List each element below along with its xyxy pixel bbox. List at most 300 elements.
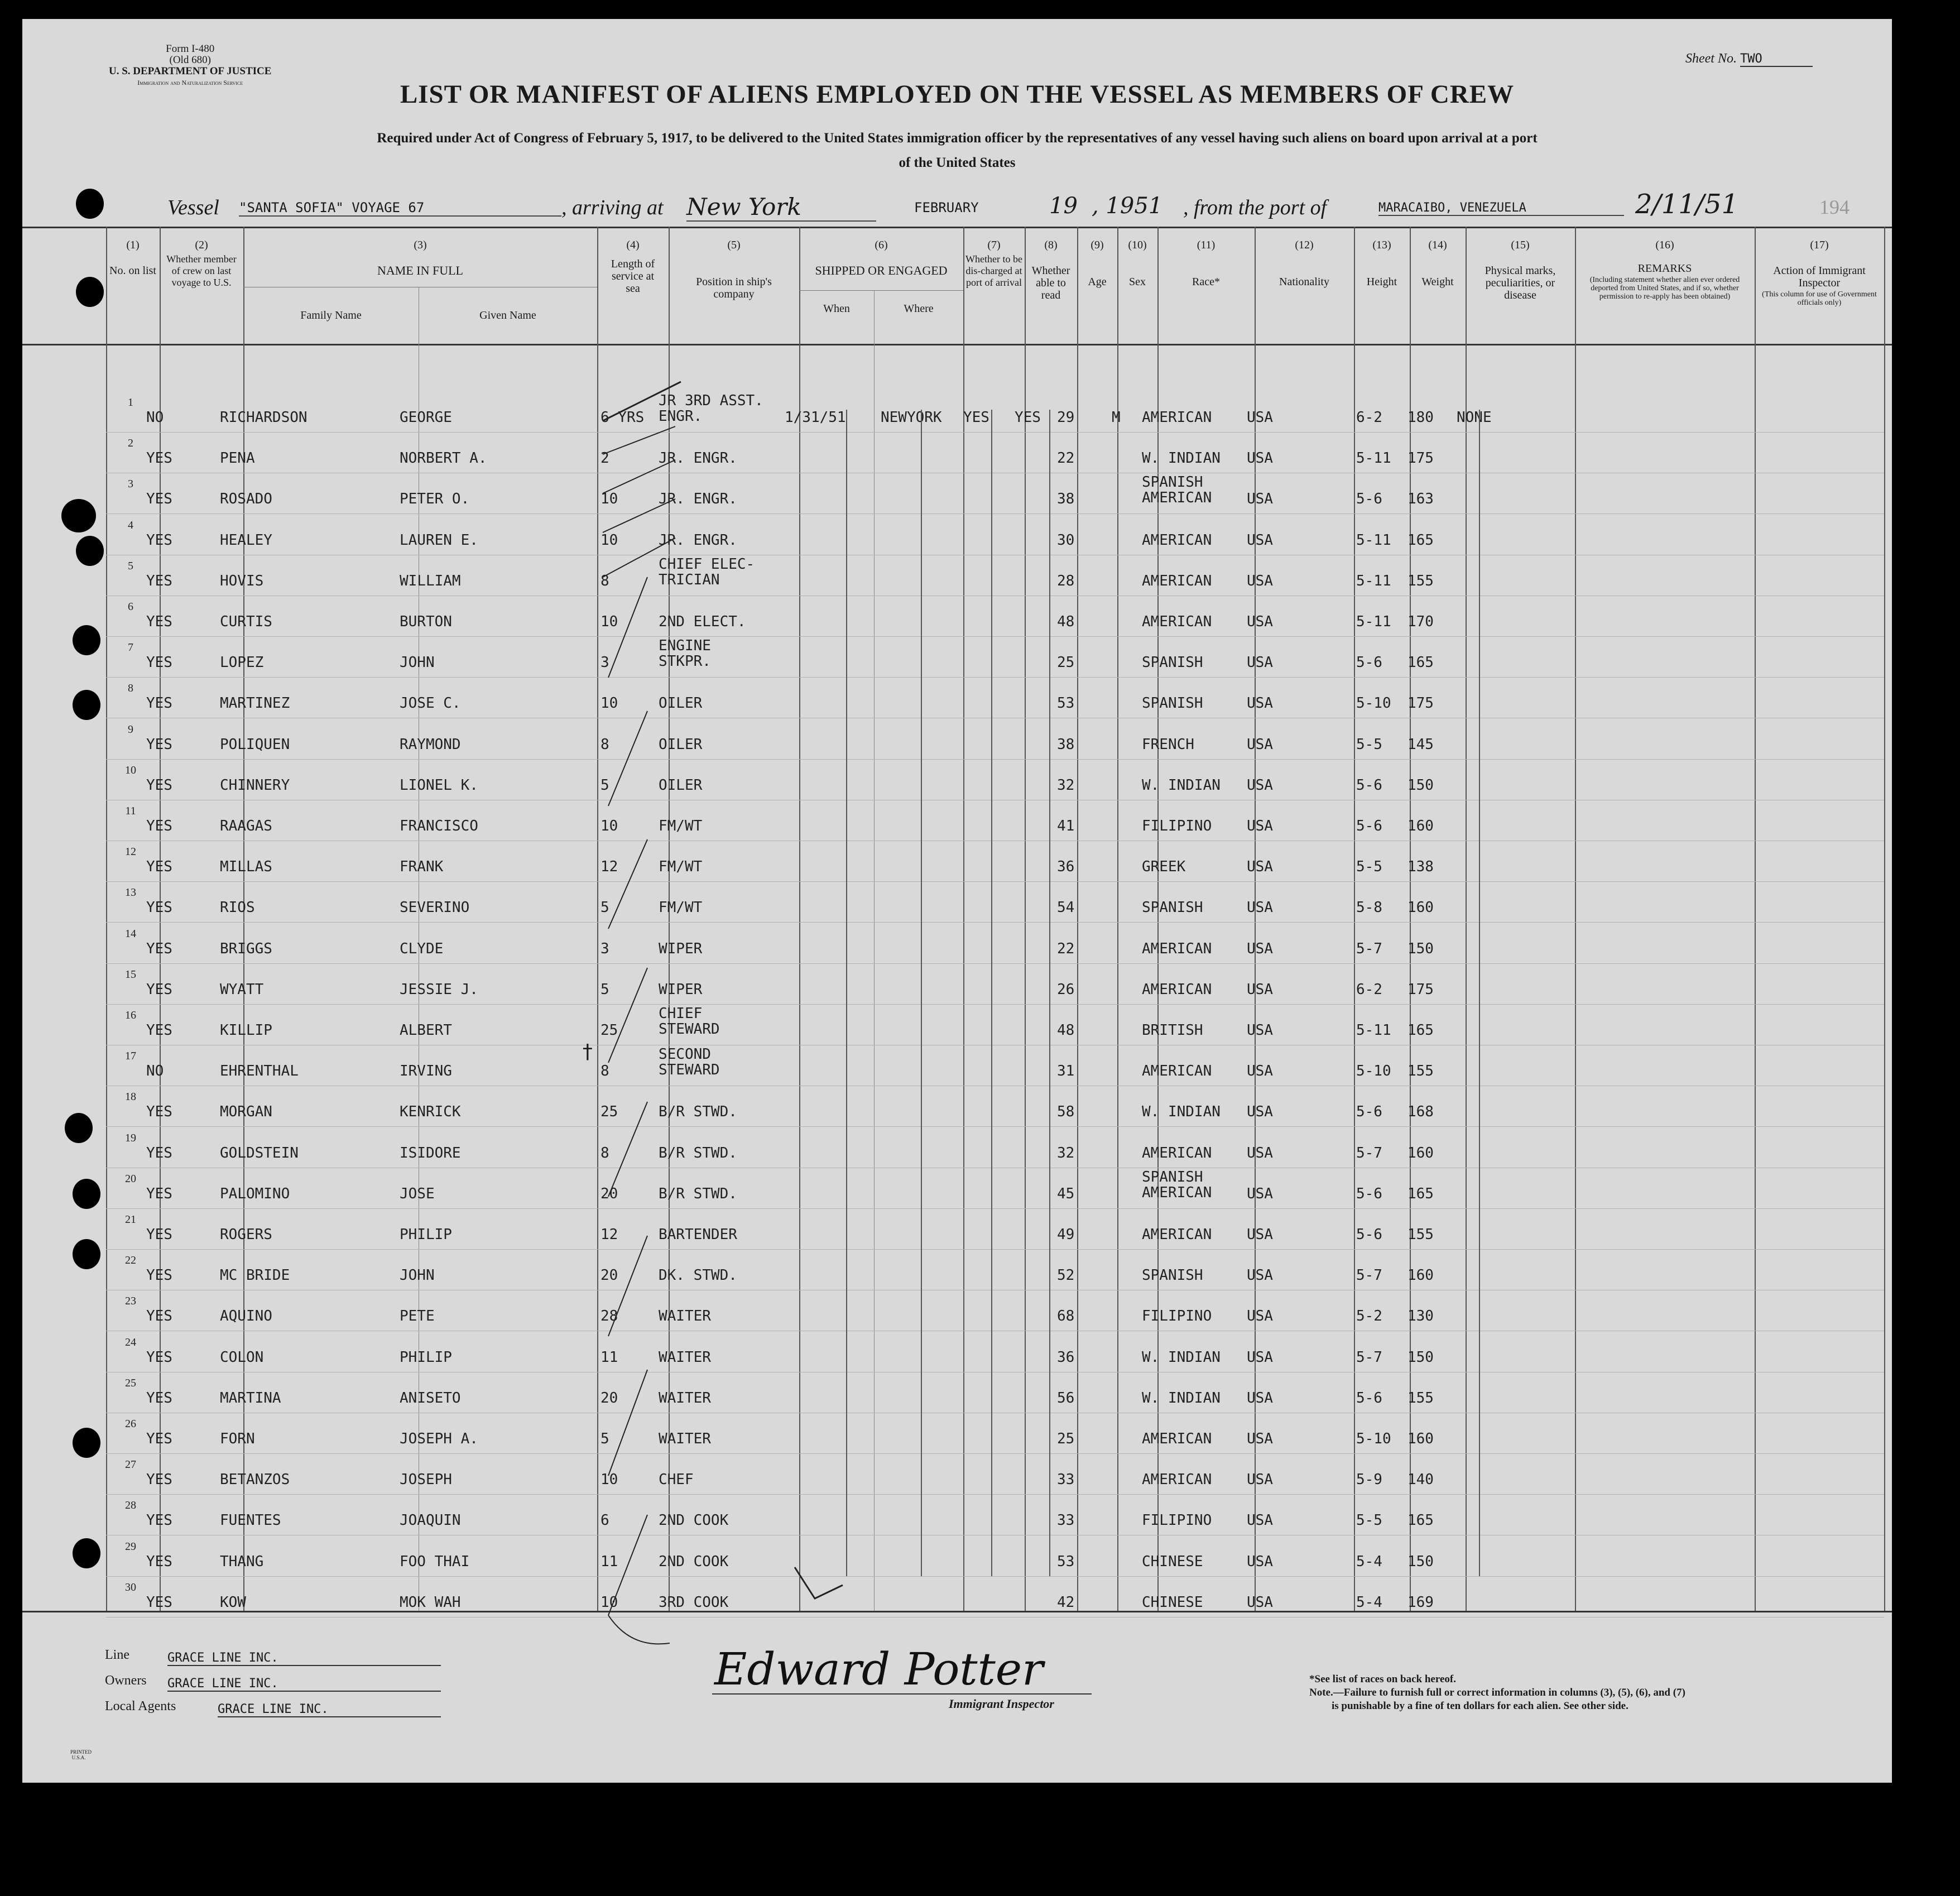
table-row-rule [106,1004,1884,1005]
punch-hole [76,536,104,566]
cell-race: FILIPINO [1142,1512,1212,1529]
cell-row-number: 16 [125,1009,136,1021]
cell-family-name: FUENTES [220,1512,281,1529]
cell-service: 5 [601,1431,609,1447]
cell-last-voyage: NO [146,409,164,426]
cell-row-number: 19 [125,1131,136,1144]
cell-weight: 150 [1407,1553,1434,1570]
printed-mark: PRINTED U.S.A. [70,1749,92,1760]
cell-discharged: YES [963,409,989,426]
cell-given-name: JOHN [400,1267,435,1284]
cell-row-number: 4 [128,519,133,531]
corner-number: 194 [1819,196,1849,218]
cell-service: 12 [601,1226,618,1243]
cell-given-name: JOSE [400,1185,435,1202]
cell-last-voyage: YES [146,818,172,834]
cell-last-voyage: YES [146,572,172,589]
cell-given-name: ALBERT [400,1022,452,1039]
table-row-rule [106,1453,1884,1454]
cell-nationality: USA [1247,654,1273,671]
cell-family-name: MORGAN [220,1103,272,1121]
footer-owners-label: Owners [105,1673,147,1688]
cell-family-name: POLIQUEN [220,736,290,753]
cell-nationality: USA [1247,1103,1273,1121]
cell-position: B/R STWD. [659,1144,737,1161]
col-num-14: (14) [1428,239,1447,251]
col-header-11: Race* [1192,276,1220,288]
cell-last-voyage: YES [146,858,172,876]
service-checkmarks [597,365,686,1660]
cell-position: ENGINE STKPR. [659,637,711,670]
cell-race: FILIPINO [1142,1308,1212,1325]
col-header-16-sub: (Including statement whether alien ever ordered deported from United States, and if so, whether permission to re-apply has been obtained) [1589,276,1740,301]
cell-age: 49 [1057,1226,1075,1243]
cell-service: 11 [601,1348,618,1366]
cell-family-name: HEALEY [220,531,272,549]
cell-age: 48 [1057,613,1075,630]
cell-row-number: 6 [128,601,133,613]
cell-service: 20 [601,1185,618,1202]
cell-nationality: USA [1247,491,1273,508]
cell-age: 38 [1057,491,1075,508]
cell-row-number: 2 [128,437,133,450]
cell-age: 48 [1057,1022,1075,1039]
cell-row-number: 28 [125,1499,136,1512]
cell-race: AMERICAN [1142,531,1212,549]
arriving-label: , arriving at [561,196,664,219]
cell-last-voyage: YES [146,981,172,998]
cell-race: CHINESE [1142,1593,1203,1611]
cell-family-name: RIOS [220,899,255,916]
cell-height: 5-10 [1356,1063,1391,1080]
cell-age: 36 [1057,858,1075,876]
col-num-9: (9) [1091,239,1104,251]
cell-family-name: MILLAS [220,858,272,876]
date-note: 2/11/51 [1635,189,1739,220]
footer-line-value: GRACE LINE INC. [167,1651,441,1666]
cell-last-voyage: YES [146,491,172,508]
cell-last-voyage: YES [146,1103,172,1121]
cell-age: 45 [1057,1185,1075,1202]
cell-age: 22 [1057,940,1075,957]
cell-weight: 140 [1407,1471,1434,1489]
cell-race: AMERICAN [1142,409,1212,426]
cell-weight: 170 [1407,613,1434,630]
cell-race: SPANISH AMERICAN [1142,1168,1212,1201]
cell-height: 5-11 [1356,531,1391,549]
cell-weight: 150 [1407,1348,1434,1366]
cell-race: SPANISH [1142,899,1203,916]
cell-age: 25 [1057,654,1075,671]
cell-row-number: 3 [128,478,133,491]
cell-weight: 155 [1407,1389,1434,1407]
cell-weight: 165 [1407,1022,1434,1039]
cell-weight: 150 [1407,940,1434,957]
cell-family-name: WYATT [220,981,264,998]
cell-service: 10 [601,818,618,834]
cell-given-name: FRANCISCO [400,818,478,834]
cell-age: 32 [1057,776,1075,794]
cell-row-number: 25 [125,1376,136,1389]
col-num-5: (5) [727,239,741,251]
cell-given-name: FRANK [400,858,444,876]
col-header-9: Age [1088,276,1107,288]
cell-family-name: CHINNERY [220,776,290,794]
cell-position: 2ND ELECT. [659,613,746,630]
cell-given-name: ANISETO [400,1389,461,1407]
cell-last-voyage: YES [146,695,172,712]
cell-race: W. INDIAN [1142,1389,1221,1407]
cell-last-voyage: YES [146,450,172,467]
cell-row-number: 14 [125,927,136,940]
ditto-marks [1479,410,1480,1576]
cell-family-name: ROSADO [220,491,272,508]
cell-nationality: USA [1247,1471,1273,1489]
col-num-17: (17) [1810,239,1829,251]
cell-height: 5-6 [1356,776,1382,794]
cell-family-name: RAAGAS [220,818,272,834]
cell-height: 5-4 [1356,1553,1382,1570]
col-num-6: (6) [875,239,888,251]
cell-row-number: 26 [125,1418,136,1430]
cell-race: AMERICAN [1142,572,1212,589]
divider-9 [1077,227,1078,1611]
footer-note-2: Note.—Failure to furnish full or correct information in columns (3), (5), (6), and (7) [1309,1687,1685,1698]
cell-given-name: RAYMOND [400,736,461,753]
col-header-15: Physical marks, peculiarities, or disease [1485,265,1556,301]
cell-race: AMERICAN [1142,1471,1212,1489]
cell-weight: 138 [1407,858,1434,876]
punch-hole [73,625,100,655]
table-row-rule [106,1126,1884,1127]
cell-race: GREEK [1142,858,1186,876]
cell-height: 5-8 [1356,899,1382,916]
cell-nationality: USA [1247,1022,1273,1039]
inspector-label: Immigrant Inspector [949,1697,1054,1711]
col-header-6: SHIPPED OR ENGAGED [815,263,948,277]
divider-16 [1575,227,1576,1611]
cell-last-voyage: YES [146,1389,172,1407]
cell-family-name: RICHARDSON [220,409,308,426]
ditto-discharged [991,410,992,1576]
cell-nationality: USA [1247,1512,1273,1529]
cell-last-voyage: YES [146,1348,172,1366]
cell-height: 5-7 [1356,1348,1382,1366]
col-num-1: (1) [126,239,140,251]
col-header-16: REMARKS [1637,262,1692,275]
col-header-given: Given Name [479,309,536,321]
punch-hole [61,499,96,532]
cell-weight: 160 [1407,1144,1434,1161]
cell-age: 32 [1057,1144,1075,1161]
cell-position: CHIEF ELEC- TRICIAN [659,555,755,588]
cell-last-voyage: YES [146,654,172,671]
cell-race: AMERICAN [1142,1226,1212,1243]
cell-service: 6 YRS [601,409,645,426]
cell-given-name: ISIDORE [400,1144,461,1161]
cell-nationality: USA [1247,776,1273,794]
cell-service: 5 [601,899,609,916]
cell-given-name: GEORGE [400,409,452,426]
table-row-rule [106,677,1884,678]
cell-race: BRITISH [1142,1022,1203,1039]
punch-hole [73,1239,100,1269]
port-value: MARACAIBO, VENEZUELA [1378,201,1624,216]
cell-position: 2ND COOK [659,1512,729,1529]
cell-family-name: THANG [220,1553,264,1570]
table-row-rule [106,1208,1884,1209]
cell-family-name: HOVIS [220,572,264,589]
col-header-when: When [823,303,850,315]
col-header-13: Height [1366,276,1397,288]
cell-nationality: USA [1247,1431,1273,1447]
cell-height: 5-7 [1356,940,1382,957]
cell-service: 3 [601,654,609,671]
col-num-16: (16) [1655,239,1674,251]
dagger-mark: † [582,1040,594,1063]
cell-weight: 180 [1407,409,1434,426]
col-header-12: Nationality [1279,276,1329,288]
punch-hole [65,1113,93,1143]
cell-given-name: JOAQUIN [400,1512,461,1529]
divider-10 [1117,227,1118,1611]
vessel-label: Vessel [167,196,219,219]
cell-weight: 165 [1407,654,1434,671]
cell-family-name: EHRENTHAL [220,1063,299,1080]
cell-family-name: GOLDSTEIN [220,1144,299,1161]
cell-nationality: USA [1247,1226,1273,1243]
table-row-rule [106,922,1884,923]
divider-1 [106,227,107,1611]
cell-position: B/R STWD. [659,1185,737,1202]
punch-hole [76,189,104,219]
cell-given-name: SEVERINO [400,899,470,916]
cell-given-name: JOSE C. [400,695,461,712]
cell-nationality: USA [1247,1348,1273,1366]
from-label: , from the port of [1183,196,1327,219]
cell-position: CHEF [659,1471,694,1489]
cell-race: FILIPINO [1142,818,1212,834]
cell-row-number: 24 [125,1336,136,1348]
divider-18 [1884,227,1885,1611]
cell-race: AMERICAN [1142,1063,1212,1080]
cell-row-number: 29 [125,1540,136,1553]
cell-position: WAITER [659,1431,711,1447]
cell-height: 5-10 [1356,695,1391,712]
divider-8 [1025,227,1026,1611]
cell-row-number: 21 [125,1213,136,1226]
cell-height: 5-10 [1356,1431,1391,1447]
cell-weight: 150 [1407,776,1434,794]
cell-service: 5 [601,981,609,998]
cell-row-number: 10 [125,764,136,776]
cell-given-name: LIONEL K. [400,776,478,794]
cell-service: 11 [601,1553,618,1570]
cell-age: 36 [1057,1348,1075,1366]
cell-service: 8 [601,1063,609,1080]
cell-row-number: 11 [125,805,136,817]
cell-service: 10 [601,491,618,508]
divider-6 [799,227,800,1611]
cell-nationality: USA [1247,736,1273,753]
cell-given-name: JOHN [400,654,435,671]
cell-given-name: PETER O. [400,491,470,508]
cell-height: 6-2 [1356,981,1382,998]
cell-height: 5-6 [1356,1389,1382,1407]
cell-service: 12 [601,858,618,876]
cell-weight: 155 [1407,1063,1434,1080]
cell-where: NEWYORK [881,409,942,426]
cell-service: 10 [601,1471,618,1489]
cell-last-voyage: YES [146,940,172,957]
cell-last-voyage: NO [146,1063,164,1080]
cell-row-number: 20 [125,1172,136,1185]
cell-position: OILER [659,776,703,794]
col-header-8: Whether able to read [1031,265,1070,301]
cell-age: 26 [1057,981,1075,998]
cell-last-voyage: YES [146,899,172,916]
cell-nationality: USA [1247,1063,1273,1080]
cell-service: 25 [601,1022,618,1039]
cell-nationality: USA [1247,1308,1273,1325]
cell-service: 8 [601,736,609,753]
cell-weight: 168 [1407,1103,1434,1121]
cell-height: 5-6 [1356,491,1382,508]
cell-weight: 160 [1407,818,1434,834]
cell-age: 41 [1057,818,1075,834]
cell-weight: 165 [1407,1185,1434,1202]
col-num-7: (7) [987,239,1001,251]
cell-row-number: 15 [125,968,136,981]
col-num-2: (2) [195,239,208,251]
cell-family-name: FORN [220,1431,255,1447]
cell-weight: 175 [1407,981,1434,998]
divider-17 [1755,227,1756,1611]
cell-weight: 175 [1407,450,1434,467]
cell-age: 22 [1057,450,1075,467]
cell-age: 42 [1057,1593,1075,1611]
page-title: LIST OR MANIFEST OF ALIENS EMPLOYED ON THE VESSEL AS MEMBERS OF CREW [400,80,1515,109]
cell-position: B/R STWD. [659,1103,737,1121]
cell-weight: 130 [1407,1308,1434,1325]
col-num-15: (15) [1511,239,1530,251]
col-header-where: Where [904,303,934,315]
cell-family-name: MARTINA [220,1389,281,1407]
cell-height: 5-11 [1356,613,1391,630]
cell-weight: 155 [1407,572,1434,589]
cell-weight: 160 [1407,899,1434,916]
cell-nationality: USA [1247,940,1273,957]
punch-hole [73,690,100,720]
cell-nationality: USA [1247,1553,1273,1570]
col-header-17: Action of Immigrant Inspector [1773,265,1866,289]
cell-given-name: PHILIP [400,1226,452,1243]
cell-given-name: JESSIE J. [400,981,478,998]
cell-given-name: PHILIP [400,1348,452,1366]
cell-family-name: AQUINO [220,1308,272,1325]
cell-height: 5-7 [1356,1144,1382,1161]
cell-height: 5-4 [1356,1593,1382,1611]
footer-owners-value: GRACE LINE INC. [167,1677,441,1692]
cell-nationality: USA [1247,858,1273,876]
cell-age: 58 [1057,1103,1075,1121]
punch-hole [73,1538,100,1568]
cell-family-name: CURTIS [220,613,272,630]
table-row-rule [106,1249,1884,1250]
cell-family-name: PALOMINO [220,1185,290,1202]
vessel-value: "SANTA SOFIA" VOYAGE 67 [239,200,561,217]
cell-weight: 155 [1407,1226,1434,1243]
divider-15 [1466,227,1467,1611]
cell-race: W. INDIAN [1142,450,1221,467]
cell-service: 5 [601,776,609,794]
cell-given-name: BURTON [400,613,452,630]
col-num-8: (8) [1044,239,1058,251]
col-header-14: Weight [1421,276,1454,288]
col-header-2: Whether member of crew on last voyage to U.S. [166,253,237,288]
col-header-1: No. on list [109,265,156,277]
form-id: Form I-480 [166,43,215,55]
cell-row-number: 12 [125,846,136,858]
cell-family-name: BETANZOS [220,1471,290,1489]
cell-weight: 160 [1407,1431,1434,1447]
col-num-10: (10) [1128,239,1147,251]
col-num-11: (11) [1197,239,1216,251]
cell-last-voyage: YES [146,776,172,794]
shipped-subheader-rule [799,290,963,291]
cell-nationality: USA [1247,613,1273,630]
arriving-value: New York [686,193,876,222]
cell-nationality: USA [1247,695,1273,712]
table-row-rule [106,513,1884,514]
col-num-12: (12) [1295,239,1314,251]
cell-position: FM/WT [659,858,703,876]
col-header-family: Family Name [300,309,362,321]
col-num-4: (4) [626,239,640,251]
cell-height: 5-5 [1356,1512,1382,1529]
footer-agents-label: Local Agents [105,1699,176,1713]
table-row-rule [106,759,1884,760]
cell-position: BARTENDER [659,1226,737,1243]
punch-hole [73,1428,100,1458]
year-value: , 1951 [1092,193,1163,219]
cell-service: 25 [601,1103,618,1121]
cell-position: JR. ENGR. [659,491,737,508]
cell-service: 10 [601,1593,618,1611]
cell-age: 68 [1057,1308,1075,1325]
cell-position: SECOND STEWARD [659,1046,720,1079]
cell-row-number: 18 [125,1091,136,1103]
cell-height: 5-7 [1356,1267,1382,1284]
cell-race: AMERICAN [1142,1144,1212,1161]
cell-family-name: MC BRIDE [220,1267,290,1284]
sheet-value: TWO [1740,52,1813,67]
cell-service: 8 [601,572,609,589]
cell-age: 25 [1057,1431,1075,1447]
cell-weight: 163 [1407,491,1434,508]
form-old: (Old 680) [169,54,211,66]
col-header-10: Sex [1129,276,1146,288]
cell-last-voyage: YES [146,1022,172,1039]
header-bottom-rule [22,344,1892,345]
sheet-number [1685,51,1813,67]
table-row-rule [106,1494,1884,1495]
cell-last-voyage: YES [146,1512,172,1529]
cell-race: SPANISH [1142,695,1203,712]
cell-last-voyage: YES [146,1144,172,1161]
inspector-signature: Edward Potter [714,1643,1044,1695]
col-header-17-sub: (This column for use of Government officials only) [1762,290,1877,307]
